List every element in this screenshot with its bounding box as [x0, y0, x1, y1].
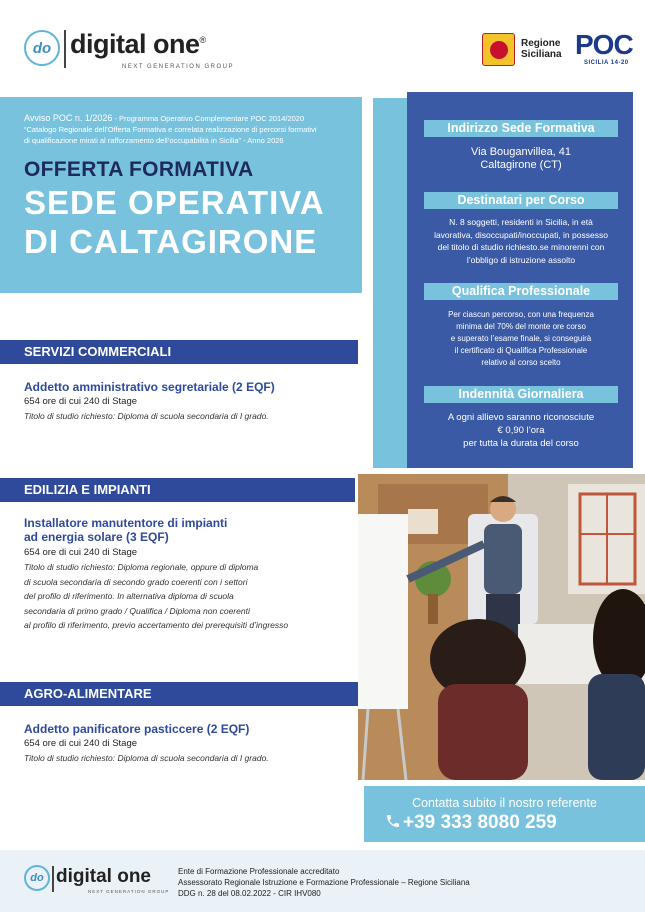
indennita-line: per tutta la durata del corso	[463, 438, 579, 449]
logo-divider	[64, 30, 66, 68]
regione-line-2: Siciliana	[521, 49, 562, 60]
phone-icon	[385, 812, 403, 834]
avviso-title: Avviso POC n. 1/2026	[24, 113, 113, 123]
destinatari-text	[416, 216, 626, 266]
course-hours-edilizia: 654 ore di cui 240 di Stage	[24, 547, 138, 558]
course-req-servizi: Titolo di studio richiesto: Diploma di scuola secondaria di I grado.	[24, 411, 269, 421]
section-bar-agro: AGRO-ALIMENTARE	[0, 682, 358, 706]
avviso-line-2: “Catalogo Regionale dell’Offerta Formativa e correlata realizzazione di percorsi formativi	[24, 125, 317, 134]
destinatari-line: l’obbligo di istruzione assolto	[466, 254, 576, 265]
qualifica-line: Per ciascun percorso, con una frequenza	[448, 310, 594, 319]
destinatari-line: N. 8 soggetti, residenti in Sicilia, in età	[449, 217, 593, 227]
req-line: del profilo di riferimento. In alternativa diploma di scuola	[24, 591, 234, 601]
course-hours-agro: 654 ore di cui 240 di Stage	[24, 738, 138, 749]
classroom-illustration	[358, 474, 645, 780]
address-line-2: Caltagirone (CT)	[480, 159, 562, 171]
req-line: di scuola secondaria di secondo grado coerenti con i settori	[24, 576, 248, 587]
course-req-edilizia	[24, 560, 364, 633]
avviso-program: - Programma Operativo Complementare POC 2014/2020	[112, 114, 305, 123]
panel-accent	[373, 98, 407, 468]
brand-subtitle: NEXT GENERATION GROUP	[122, 64, 234, 70]
avviso-line-3: di qualificazione mirati al rafforzamento dell’occupabilità in Sicilia” - Anno 2026	[24, 136, 284, 145]
registered-mark: ®	[199, 35, 206, 45]
course-title-servizi: Addetto amministrativo segretariale (2 EQF)	[24, 380, 275, 394]
qualifica-text	[416, 309, 626, 369]
course-title-line-2: ad energia solare (3 EQF)	[24, 530, 169, 544]
contact-label: Contatta subito il nostro referente	[412, 796, 597, 810]
classroom-photo	[358, 474, 645, 780]
brand-name: digital one	[70, 29, 200, 59]
section-bar-edilizia: EDILIZIA E IMPIANTI	[0, 478, 355, 502]
footer-info-line-1: Ente di Formazione Professionale accreditato	[178, 867, 340, 876]
footer-logo-divider	[52, 866, 54, 892]
footer-logo-mark-icon: do	[24, 865, 50, 891]
course-req-agro: Titolo di studio richiesto: Diploma di scuola secondaria di I grado.	[24, 753, 269, 763]
logo-mark-icon: do	[24, 30, 60, 66]
section-bar-servizi: SERVIZI COMMERCIALI	[0, 340, 358, 364]
sede-heading-line-1: SEDE OPERATIVA	[24, 184, 325, 221]
qualifica-line: relativo al corso scelto	[481, 358, 561, 367]
footer-info-line-2: Assessorato Regionale Istruzione e Formazione Professionale – Regione Siciliana	[178, 878, 470, 887]
indennita-line: € 0,90 l’ora	[497, 425, 545, 436]
indennita-text	[416, 411, 626, 450]
avviso-text	[24, 113, 369, 146]
qualifica-line: il certificato di Qualifica Professionale	[454, 346, 588, 355]
offerta-heading: OFFERTA FORMATIVA	[24, 158, 254, 181]
indirizzo-heading: Indirizzo Sede Formativa	[424, 120, 618, 137]
sede-heading-line-2: DI CALTAGIRONE	[24, 223, 318, 260]
course-title-line-1: Installatore manutentore di impianti	[24, 516, 228, 530]
qualifica-heading: Qualifica Professionale	[424, 283, 618, 300]
course-title-edilizia	[24, 516, 227, 544]
course-hours-servizi: 654 ore di cui 240 di Stage	[24, 396, 138, 407]
req-line: Titolo di studio richiesto: Diploma regionale, oppure di diploma	[24, 562, 259, 572]
sicily-emblem-icon	[482, 33, 515, 66]
poc-subtitle: SICILIA 14-20	[584, 60, 629, 66]
footer-info-line-3: DDG n. 28 del 08.02.2022 - CIR IHV080	[178, 889, 321, 898]
footer-info	[178, 866, 470, 899]
poc-logo: POC	[575, 29, 633, 60]
req-line: secondaria di primo grado / Qualifica / Diploma non coerenti	[24, 605, 250, 616]
brand-logo	[70, 29, 206, 60]
destinatari-line: del titolo di studio richiesto.se minorenni con	[437, 242, 605, 252]
regione-line-1: Regione	[521, 38, 561, 49]
regione-siciliana-logo	[521, 38, 562, 60]
contact-phone[interactable]	[385, 812, 557, 834]
footer-brand-name: digital one	[56, 866, 151, 887]
destinatari-line: lavorativa, disoccupati/inoccupati, in possesso	[434, 229, 608, 240]
qualifica-line: e superato l’esame finale, si conseguirà	[450, 334, 592, 343]
footer-brand-subtitle: NEXT GENERATION GROUP	[88, 889, 170, 894]
indennita-heading: Indennità Giornaliera	[424, 386, 618, 403]
indennita-line: A ogni allievo saranno riconosciute	[447, 412, 595, 423]
destinatari-heading: Destinatari per Corso	[424, 192, 618, 209]
address-line-1: Via Bouganvillea, 41	[470, 146, 572, 158]
course-title-agro: Addetto panificatore pasticcere (2 EQF)	[24, 722, 250, 736]
phone-number[interactable]: +39 333 8080 259	[403, 812, 557, 833]
indirizzo-text	[416, 146, 626, 172]
req-line: al profilo di riferimento, previo accertamento dei prerequisiti d’ingresso	[24, 620, 289, 630]
qualifica-line: minima del 70% del monte ore corso	[456, 322, 586, 331]
